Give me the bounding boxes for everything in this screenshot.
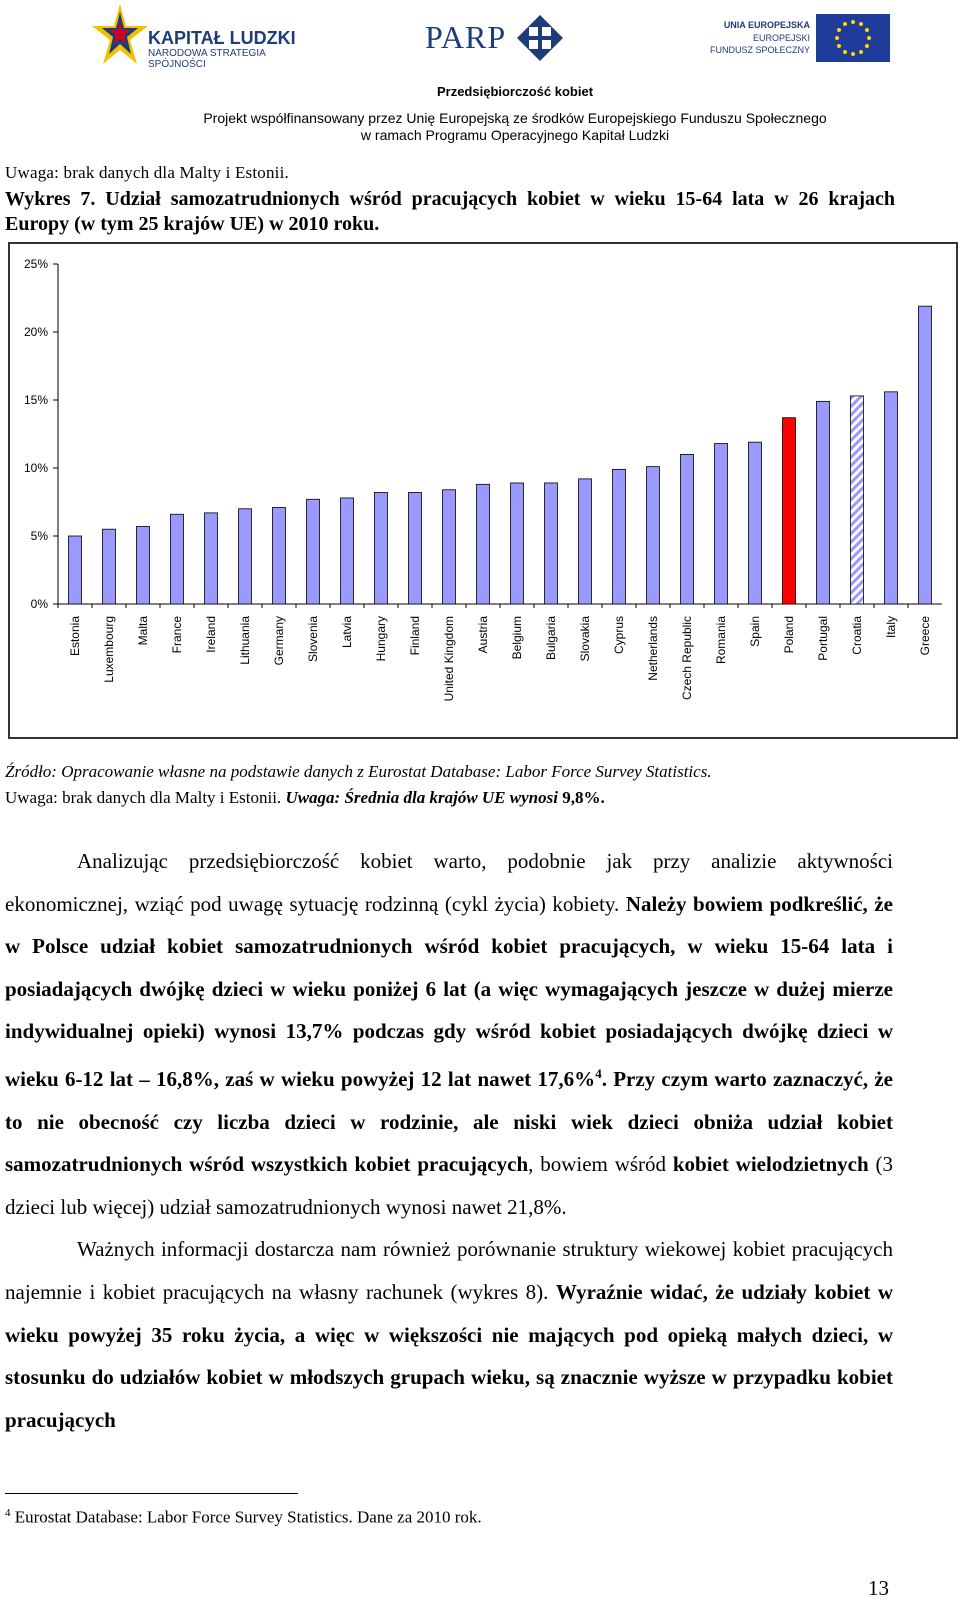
bar-luxembourg (103, 529, 116, 604)
x-tick-label: Malta (136, 616, 150, 646)
x-tick-label: Cyprus (612, 616, 626, 655)
note-bottom-text: Uwaga: brak danych dla Malty i Estonii. (5, 788, 286, 807)
bar-malta (137, 526, 150, 604)
chart-frame (8, 242, 958, 739)
footnote-number: 4 (5, 1507, 11, 1519)
bar-czech-republic (681, 454, 694, 604)
bar-united-kingdom (443, 490, 456, 604)
paragraph-1-bold-1: Należy bowiem podkreślić, że w Polsce udział kobiet samozatrudnionych wśród kobiet pracujących, w wieku 15-64 lata i posiadających dwójkę dzieci w wieku poniżej 6 lat (a więc wymagających jeszcze w dużej mierze indywidualnej opieki) wynosi 13,7% podczas gdy wśród kobiet posiadających dwójkę dzieci w wieku 6-12 lat – 16,8%, zaś w wieku powyżej 12 lat nawet 17,6% (5, 891, 893, 1091)
eu-logo-line3: FUNDUSZ SPOŁECZNY (709, 45, 810, 55)
y-tick-label: 5% (30, 529, 48, 543)
bar-greece (919, 306, 932, 604)
y-tick-label: 0% (30, 597, 48, 611)
x-tick-label: Hungary (374, 616, 388, 662)
bar-france (171, 514, 184, 604)
y-tick-label: 20% (23, 325, 48, 339)
x-tick-label: Latvia (340, 616, 354, 649)
note-bottom-mean-label: Uwaga: Średnia dla krajów UE wynosi (285, 788, 563, 807)
footnote-text: Eurostat Database: Labor Force Survey Statistics. Dane za 2010 rok. (10, 1507, 482, 1527)
bar-finland (409, 492, 422, 604)
x-tick-label: Germany (272, 616, 286, 666)
bar-spain (749, 442, 762, 604)
bar-belgium (511, 483, 524, 604)
kapital-ludzki-tagline: NARODOWA STRATEGIA SPÓJNOŚCI (148, 48, 266, 70)
bar-slovenia (307, 499, 320, 604)
x-tick-label: Slovenia (306, 616, 320, 663)
x-tick-label: Luxembourg (102, 616, 116, 683)
x-tick-label: Greece (918, 616, 932, 656)
bar-lithuania (239, 509, 252, 604)
x-tick-label: United Kingdom (442, 616, 456, 702)
header-line-1: Projekt współfinansowany przez Unię Europejską ze środków Europejskiego Funduszu Społecznego (203, 110, 827, 126)
paragraph-1-bold-2: . Przy czym warto zaznaczyć, że to nie obecność czy liczba dzieci w rodzinie, ale niski wiek dzieci obniża udział kobiet samozatrudnionych wśród wszystkich kobiet pracujących (5, 1066, 893, 1177)
page-number: 13 (868, 1576, 889, 1600)
eu-logo-line2: EUROPEJSKI (752, 33, 810, 43)
x-tick-label: Ireland (204, 616, 218, 653)
paragraph-2-bold-1: Wyraźnie widać, że udziały kobiet w wieku powyżej 35 roku życia, a więc w większości nie mających pod opieką małych dzieci, w stosunku do udziałów kobiet w młodszych grupach wieku, są znacznie wyższe w przypadku kobiet pracujących (5, 1279, 893, 1432)
paragraph-1-bold-3: kobiet wielodzietnych (672, 1152, 869, 1177)
paragraph-2 (5, 1228, 893, 1441)
y-tick-label: 10% (23, 461, 48, 475)
bar-romania (715, 444, 728, 604)
eu-logo (709, 14, 890, 64)
eu-logo-line1: UNIA EUROPEJSKA (723, 20, 810, 30)
kapital-ludzki-name: KAPITAŁ LUDZKI (148, 28, 296, 48)
bar-germany (273, 507, 286, 604)
x-tick-label: Italy (884, 616, 898, 639)
figure-caption: Wykres 7. Udział samozatrudnionych wśród pracujących kobiet w wieku 15-64 lata w 26 krajach Europy (w tym 25 krajów UE) w 2010 roku. (5, 188, 895, 235)
bar-latvia (341, 498, 354, 604)
bar-slovakia (579, 479, 592, 604)
bar-poland (783, 418, 796, 604)
x-tick-label: Austria (476, 616, 490, 654)
y-tick-label: 25% (23, 257, 48, 271)
header-title: Przedsiębiorczość kobiet (436, 84, 594, 99)
kapital-ludzki-star-icon (90, 2, 150, 72)
header-line-2: w ramach Programu Operacyjnego Kapitał Ludzki (360, 127, 670, 143)
bar-estonia (69, 536, 82, 604)
bar-ireland (205, 513, 218, 604)
x-tick-label: Romania (714, 616, 728, 665)
bar-bulgaria (545, 483, 558, 604)
x-tick-label: Spain (748, 616, 762, 647)
parp-logo-text: PARP (425, 19, 507, 55)
x-tick-label: Bulgaria (544, 616, 558, 661)
bar-italy (885, 392, 898, 604)
bar-portugal (817, 401, 830, 604)
bar-cyprus (613, 469, 626, 604)
paragraph-1-text-1: Analizując przedsiębiorczość kobiet warto, podobnie jak przy analizie aktywności ekonomicznej, wziąć pod uwagę sytuację rodzinną (cykl życia) kobiety. (5, 849, 893, 916)
x-tick-label: Slovakia (578, 616, 592, 662)
bar-croatia (851, 396, 864, 604)
paragraph-1 (5, 840, 893, 1228)
paragraph-1-text-3: (3 dzieci lub więcej) udział samozatrudnionych wynosi nawet 21,8%. (5, 1152, 893, 1219)
x-tick-label: Netherlands (646, 616, 660, 681)
x-tick-label: Poland (782, 616, 796, 654)
footnote (5, 1507, 482, 1528)
body-text (5, 840, 893, 1441)
paragraph-2-text-1: Ważnych informacji dostarcza nam również porównanie struktury wiekowej kobiet pracujących najemnie i kobiet pracujących na własny rachunek (wykres 8). (5, 1237, 893, 1304)
source-note: Źródło: Opracowanie własne na podstawie danych z Eurostat Database: Labor Force Survey Statistics. (5, 762, 712, 781)
bar-chart (10, 244, 956, 737)
parp-logo (425, 15, 565, 63)
x-tick-label: Belgium (510, 616, 524, 660)
paragraph-1-text-2: , bowiem wśród (528, 1152, 673, 1177)
note-bottom (5, 788, 605, 808)
x-tick-label: France (170, 616, 184, 654)
note-top: Uwaga: brak danych dla Malty i Estonii. (5, 163, 289, 182)
eu-flag-icon (816, 14, 890, 62)
footnote-divider (5, 1493, 298, 1494)
x-tick-label: Portugal (816, 616, 830, 661)
y-tick-label: 15% (23, 393, 48, 407)
bar-hungary (375, 492, 388, 604)
footnote-ref: 4 (595, 1065, 602, 1081)
x-tick-label: Finland (408, 616, 422, 656)
x-tick-label: Czech Republic (680, 616, 694, 701)
note-bottom-mean-value: 9,8%. (562, 788, 605, 807)
parp-diamond-icon (517, 15, 563, 61)
kapital-ludzki-logo (90, 2, 320, 72)
bar-austria (477, 484, 490, 604)
bar-netherlands (647, 467, 660, 604)
x-tick-label: Lithuania (238, 616, 252, 665)
x-tick-label: Croatia (850, 616, 864, 655)
x-tick-label: Estonia (68, 616, 82, 657)
